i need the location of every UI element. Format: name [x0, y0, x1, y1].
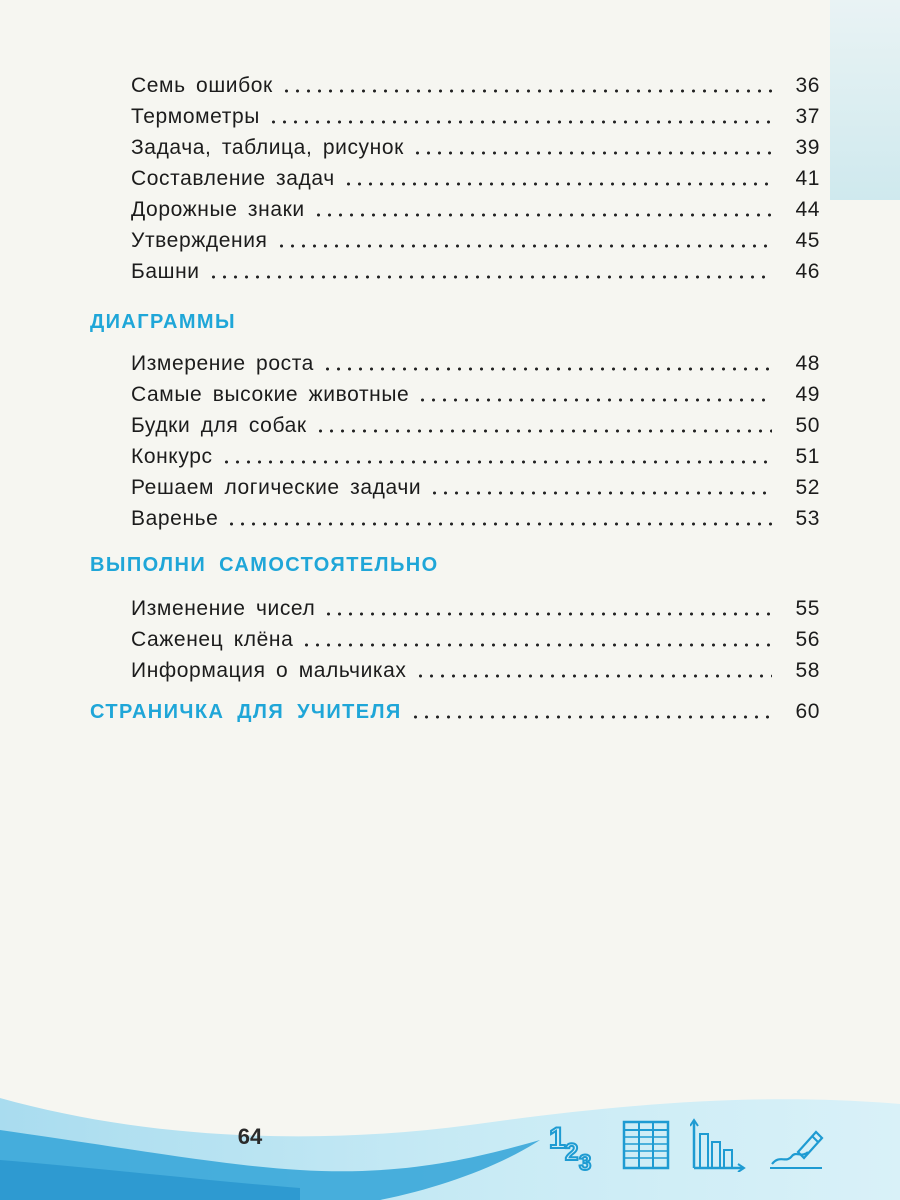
dot-leader [323, 612, 772, 616]
toc-entry[interactable] [131, 620, 820, 650]
svg-text:1: 1 [549, 1122, 566, 1155]
toc-entry-title: Самые высокие животные [131, 383, 410, 406]
toc-entry[interactable] [131, 651, 820, 681]
toc-entry[interactable] [131, 437, 820, 467]
toc-entry[interactable] [131, 406, 820, 436]
dot-leader [276, 244, 772, 248]
toc-entry-title: Измерение роста [131, 352, 314, 375]
toc-entry-page: 37 [795, 105, 820, 128]
page-number: 64 [237, 1124, 263, 1149]
dot-leader [221, 460, 772, 464]
toc-entry-title: Утверждения [131, 229, 268, 252]
toc-entry-title: Составление задач [131, 167, 335, 190]
section-heading[interactable]: ВЫПОЛНИ САМОСТОЯТЕЛЬНО [90, 554, 439, 576]
toc-entry[interactable] [131, 97, 820, 127]
toc-entry-page: 49 [795, 383, 820, 406]
toc-section-entry[interactable] [90, 692, 820, 722]
toc-entry-title: Семь ошибок [131, 74, 273, 97]
table-icon [622, 1118, 670, 1172]
dot-leader [301, 643, 772, 647]
toc-entry-page: 48 [795, 352, 820, 375]
dot-leader [313, 213, 772, 217]
toc-entry-page: 45 [795, 229, 820, 252]
toc-entry[interactable] [131, 589, 820, 619]
toc-entry-title: Конкурс [131, 445, 213, 468]
toc-entry-title: Информация о мальчиках [131, 659, 407, 682]
dot-leader [429, 491, 772, 495]
dot-leader [412, 151, 772, 155]
dot-leader [281, 89, 772, 93]
toc-entry-title: Варенье [131, 507, 219, 530]
toc-entry[interactable] [131, 344, 820, 374]
toc-entry-page: 46 [795, 260, 820, 283]
toc-entry-title: Башни [131, 260, 200, 283]
dot-leader [315, 429, 772, 433]
toc-entry-page: 53 [795, 507, 820, 530]
bar-chart-icon [690, 1118, 746, 1172]
page-corner-tint [830, 0, 900, 200]
toc-entry-title: Решаем логические задачи [131, 476, 422, 499]
toc-entry[interactable] [131, 66, 820, 96]
toc-entry-page: 44 [795, 198, 820, 221]
toc-entry[interactable] [131, 190, 820, 220]
toc-entry-page: 55 [795, 597, 820, 620]
toc-entry-title: Изменение чисел [131, 597, 316, 620]
pencil-writing-icon [768, 1118, 824, 1172]
toc-entry-page: 51 [795, 445, 820, 468]
toc-entry[interactable] [131, 128, 820, 158]
toc-entry[interactable] [131, 221, 820, 251]
toc-entry-page: 41 [795, 167, 820, 190]
svg-text:2: 2 [565, 1139, 579, 1166]
toc-entry-page: 52 [795, 476, 820, 499]
toc-entry-title: Задача, таблица, рисунок [131, 136, 404, 159]
dot-leader [226, 522, 772, 526]
toc-entry-page: 36 [795, 74, 820, 97]
dot-leader [322, 367, 772, 371]
dot-leader [343, 182, 772, 186]
toc-entry[interactable] [131, 499, 820, 529]
toc-entry-page: 39 [795, 136, 820, 159]
toc-entry-page: 60 [795, 700, 820, 723]
footer-wave-band [0, 1070, 900, 1200]
toc-entry-title: Дорожные знаки [131, 198, 305, 221]
dot-leader [208, 275, 772, 279]
toc-entry-page: 56 [795, 628, 820, 651]
numbers-123-icon [545, 1118, 601, 1172]
dot-leader [415, 674, 772, 678]
section-heading[interactable]: ДИАГРАММЫ [90, 311, 236, 333]
toc-entry-title: Саженец клёна [131, 628, 294, 651]
toc-entry[interactable] [131, 375, 820, 405]
toc-entry[interactable] [131, 159, 820, 189]
toc-entry-title: Будки для собак [131, 414, 307, 437]
dot-leader [417, 398, 772, 402]
toc-entry-page: 50 [795, 414, 820, 437]
svg-text:3: 3 [579, 1150, 592, 1172]
dot-leader [410, 715, 772, 719]
toc-entry[interactable] [131, 468, 820, 498]
dot-leader [268, 120, 772, 124]
toc-entry[interactable] [131, 252, 820, 282]
toc-entry-page: 58 [795, 659, 820, 682]
toc-entry-title: Термометры [131, 105, 260, 128]
section-heading: СТРАНИЧКА ДЛЯ УЧИТЕЛЯ [90, 701, 402, 723]
